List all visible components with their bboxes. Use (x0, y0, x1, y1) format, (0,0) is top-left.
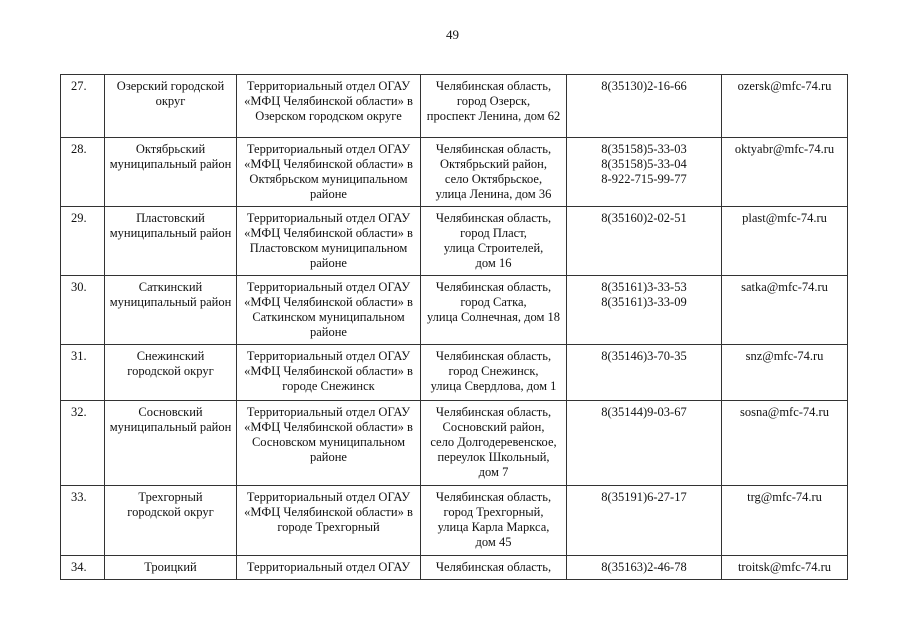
row-number: 30. (61, 276, 105, 345)
phone-number: 8(35161)3-33-53 (601, 280, 687, 294)
phone-cell (567, 556, 722, 580)
row-number: 32. (61, 401, 105, 486)
municipality-cell (105, 345, 237, 401)
table-row (61, 138, 848, 207)
municipality-cell (105, 276, 237, 345)
address-line: Челябинская область, (435, 349, 552, 363)
address-line: улица Строителей, (443, 241, 544, 255)
mfc-offices-table (60, 74, 848, 580)
municipality-line: Пластовский (136, 211, 205, 225)
municipality-line: городской округ (127, 364, 214, 378)
phone-number: 8(35163)2-46-78 (601, 560, 687, 574)
department-line: «МФЦ Челябинской области» в (244, 505, 413, 519)
address-line: улица Солнечная, дом 18 (426, 310, 560, 324)
department-line: городе Снежинск (282, 379, 375, 393)
department-line: Пластовском муниципальном (249, 241, 408, 255)
department-cell (237, 276, 421, 345)
department-line: Сосновском муниципальном (251, 435, 406, 449)
address-line: город Сатка, (460, 295, 527, 309)
phone-number: 8(35146)3-70-35 (601, 349, 687, 363)
department-cell (237, 75, 421, 138)
address-cell (421, 556, 567, 580)
phone-number: 8(35158)5-33-04 (601, 157, 687, 171)
address-line: село Октябрьское, (444, 172, 543, 186)
address-line: Челябинская область, (435, 142, 552, 156)
address-cell (421, 138, 567, 207)
address-line: город Снежинск, (448, 364, 539, 378)
address-line: город Пласт, (460, 226, 527, 240)
email-cell (722, 138, 848, 207)
email-address: oktyabr@mfc-74.ru (734, 142, 835, 156)
email-address: sosna@mfc-74.ru (740, 405, 829, 419)
page-number: 49 (446, 27, 459, 42)
phone-cell (567, 401, 722, 486)
phone-number: 8(35160)2-02-51 (601, 211, 687, 225)
phone-cell (567, 345, 722, 401)
table-row (61, 556, 848, 580)
municipality-line: Озерский городской (116, 79, 225, 93)
municipality-line: Саткинский (138, 280, 203, 294)
email-address: satka@mfc-74.ru (741, 280, 828, 294)
row-number: 28. (61, 138, 105, 207)
address-line: дом 16 (475, 256, 512, 270)
address-line: город Трехгорный, (443, 505, 544, 519)
phone-cell (567, 207, 722, 276)
municipality-cell (105, 138, 237, 207)
address-line: улица Ленина, дом 36 (435, 187, 552, 201)
department-line: Октябрьском муниципальном (249, 172, 408, 186)
address-line: Челябинская область, (435, 405, 552, 419)
department-line: «МФЦ Челябинской области» в (244, 157, 413, 171)
email-cell (722, 486, 848, 556)
row-number: 27. (61, 75, 105, 138)
department-line: районе (310, 450, 347, 464)
department-line: «МФЦ Челябинской области» в (244, 420, 413, 434)
email-cell (722, 556, 848, 580)
phone-number: 8-922-715-99-77 (601, 172, 687, 186)
address-line: город Озерск, (456, 94, 531, 108)
municipality-cell (105, 486, 237, 556)
row-number: 34. (61, 556, 105, 580)
municipality-line: городской округ (127, 505, 214, 519)
phone-cell (567, 486, 722, 556)
address-line: дом 7 (478, 465, 509, 479)
municipality-line: Октябрьский (135, 142, 206, 156)
address-cell (421, 401, 567, 486)
email-address: troitsk@mfc-74.ru (737, 560, 832, 574)
department-line: Территориальный отдел ОГАУ (246, 79, 411, 93)
municipality-line: Трехгорный (138, 490, 203, 504)
address-line: проспект Ленина, дом 62 (426, 109, 561, 123)
department-line: Территориальный отдел ОГАУ (246, 280, 411, 294)
phone-cell (567, 75, 722, 138)
email-address: plast@mfc-74.ru (742, 211, 827, 225)
email-cell (722, 276, 848, 345)
email-cell (722, 345, 848, 401)
address-line: улица Карла Маркса, (437, 520, 550, 534)
address-line: Сосновский район, (442, 420, 545, 434)
municipality-cell (105, 556, 237, 580)
department-line: районе (310, 325, 347, 339)
municipality-cell (105, 207, 237, 276)
address-line: улица Свердлова, дом 1 (430, 379, 557, 393)
email-cell (722, 75, 848, 138)
phone-number: 8(35130)2-16-66 (601, 79, 687, 93)
address-cell (421, 276, 567, 345)
department-line: «МФЦ Челябинской области» в (244, 364, 413, 378)
row-number: 33. (61, 486, 105, 556)
department-line: Территориальный отдел ОГАУ (246, 349, 411, 363)
department-cell (237, 207, 421, 276)
department-line: Территориальный отдел ОГАУ (246, 560, 411, 574)
address-cell (421, 75, 567, 138)
address-cell (421, 486, 567, 556)
email-cell (722, 207, 848, 276)
address-line: Челябинская область, (435, 79, 552, 93)
table-row (61, 276, 848, 345)
department-line: «МФЦ Челябинской области» в (244, 94, 413, 108)
address-line: дом 45 (475, 535, 512, 549)
email-cell (722, 401, 848, 486)
phone-cell (567, 138, 722, 207)
phone-number: 8(35161)3-33-09 (601, 295, 687, 309)
address-line: Челябинская область, (435, 560, 552, 574)
municipality-cell (105, 401, 237, 486)
address-line: село Долгодеревенское, (430, 435, 557, 449)
municipality-line: муниципальный район (109, 420, 232, 434)
address-line: Челябинская область, (435, 211, 552, 225)
department-line: районе (310, 187, 347, 201)
municipality-line: округ (155, 94, 186, 108)
email-address: snz@mfc-74.ru (745, 349, 824, 363)
phone-number: 8(35158)5-33-03 (601, 142, 687, 156)
department-line: городе Трехгорный (277, 520, 380, 534)
table-row (61, 75, 848, 138)
municipality-line: Сосновский (138, 405, 203, 419)
address-line: Октябрьский район, (440, 157, 547, 171)
table-row (61, 207, 848, 276)
address-line: переулок Школьный, (437, 450, 550, 464)
department-line: Территориальный отдел ОГАУ (246, 405, 411, 419)
municipality-cell (105, 75, 237, 138)
department-line: Территориальный отдел ОГАУ (246, 142, 411, 156)
address-line: Челябинская область, (435, 280, 552, 294)
address-line: Челябинская область, (435, 490, 552, 504)
municipality-line: Троицкий (144, 560, 197, 574)
municipality-line: Снежинский (136, 349, 205, 363)
department-line: «МФЦ Челябинской области» в (244, 226, 413, 240)
municipality-line: муниципальный район (109, 226, 232, 240)
email-address: ozersk@mfc-74.ru (737, 79, 832, 93)
municipality-line: муниципальный район (109, 295, 232, 309)
department-cell (237, 138, 421, 207)
department-cell (237, 556, 421, 580)
department-line: Саткинском муниципальном (252, 310, 405, 324)
department-line: районе (310, 256, 347, 270)
municipality-line: муниципальный район (109, 157, 232, 171)
phone-cell (567, 276, 722, 345)
department-cell (237, 401, 421, 486)
row-number: 31. (61, 345, 105, 401)
email-address: trg@mfc-74.ru (747, 490, 822, 504)
department-line: Территориальный отдел ОГАУ (246, 211, 411, 225)
phone-number: 8(35191)6-27-17 (601, 490, 687, 504)
table-row (61, 345, 848, 401)
department-line: «МФЦ Челябинской области» в (244, 295, 413, 309)
department-line: Озерском городском округе (255, 109, 402, 123)
phone-number: 8(35144)9-03-67 (601, 405, 687, 419)
row-number: 29. (61, 207, 105, 276)
department-cell (237, 486, 421, 556)
table-row (61, 401, 848, 486)
department-line: Территориальный отдел ОГАУ (246, 490, 411, 504)
address-cell (421, 207, 567, 276)
address-cell (421, 345, 567, 401)
department-cell (237, 345, 421, 401)
table-row (61, 486, 848, 556)
